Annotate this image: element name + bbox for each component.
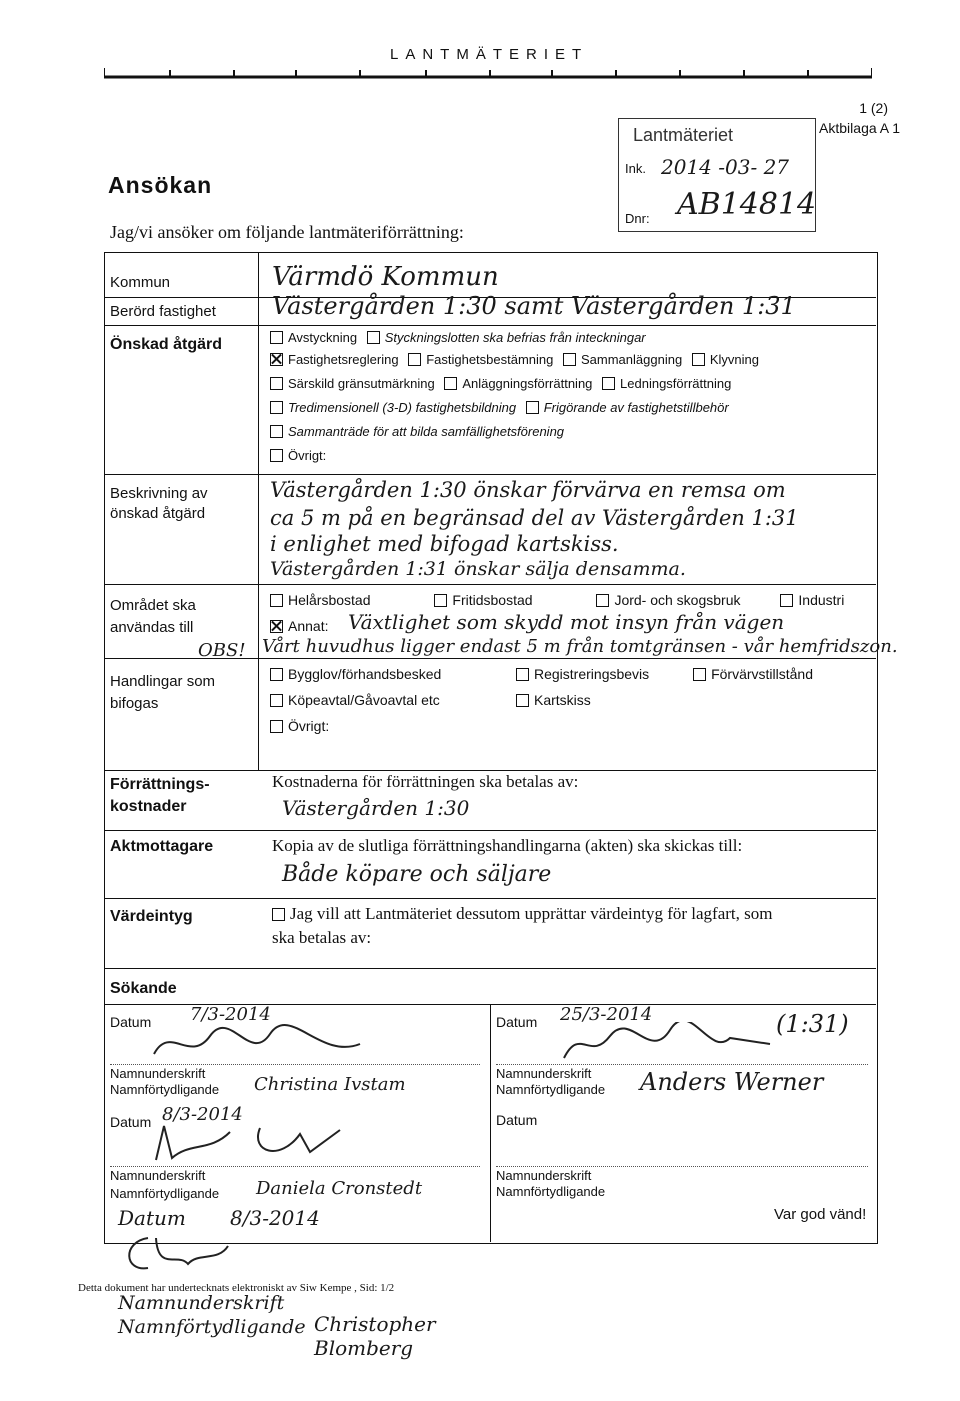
s1-namnfortydligande-label: Namnförtydligande (110, 1082, 220, 1097)
label-fastighet: Berörd fastighet (110, 303, 216, 320)
s2-name[interactable]: Anders Werner (640, 1068, 824, 1096)
s5-namnfortydligande-label: Namnförtydligande (118, 1316, 306, 1338)
label-omrade-2: användas till (110, 619, 194, 636)
label-atgard: Önskad åtgärd (110, 336, 223, 353)
s3-namnunderskrift-label: Namnunderskrift (110, 1168, 206, 1183)
s2-datum-label: Datum (496, 1014, 538, 1030)
s4-datum-label: Datum (496, 1112, 538, 1128)
stamp-ink-label: Ink. (625, 161, 646, 176)
s3-name[interactable]: Daniela Cronstedt (256, 1178, 423, 1199)
page-number: 1 (2) (859, 100, 888, 116)
row-divider (104, 770, 876, 771)
checkbox-vardeintyg[interactable] (272, 908, 285, 921)
checkbox-avstyckning[interactable] (270, 331, 283, 344)
row-divider (104, 898, 876, 899)
handlingar-row-1b: Registreringsbevis Förvärvstillstånd (516, 666, 813, 682)
stamp-dnr-label: Dnr: (625, 211, 650, 226)
checkbox-anlaggningsforrattning[interactable] (444, 377, 457, 390)
checkbox-klyvning[interactable] (692, 353, 705, 366)
checkbox-fastighetsbestamning[interactable] (408, 353, 421, 366)
atgard-row-2: Fastighetsreglering Fastighetsbestämning Sammanläggning Klyvning (270, 352, 759, 367)
label-kommun: Kommun (110, 274, 171, 291)
fastighet-value[interactable]: Västergården 1:30 samt Västergården 1:31 (272, 292, 796, 320)
checkbox-jordbruk[interactable] (596, 594, 609, 607)
checkbox-ledningsforrattning[interactable] (602, 377, 615, 390)
row-divider (104, 325, 876, 326)
column-divider (258, 252, 259, 770)
s2-signature-line (496, 1064, 868, 1065)
s4-namnunderskrift-label: Namnunderskrift (496, 1168, 592, 1183)
kommun-value[interactable]: Värmdö Kommun (272, 262, 499, 292)
s5-datum-label: Datum (118, 1206, 186, 1230)
s2-namnunderskrift-label: Namnunderskrift (496, 1066, 592, 1081)
row-divider (104, 968, 876, 969)
label-handlingar-2: bifogas (110, 695, 159, 712)
checkbox-frigorande[interactable] (526, 401, 539, 414)
label-vardeintyg: Värdeintyg (110, 908, 193, 925)
signature-column-divider (490, 1004, 491, 1242)
s1-namnunderskrift-label: Namnunderskrift (110, 1066, 206, 1081)
checkbox-sammanlaggning[interactable] (563, 353, 576, 366)
s1-signature-line (110, 1064, 480, 1065)
checkbox-styckningslotten[interactable] (367, 331, 380, 344)
stamp-dnr-value: AB14814 (677, 187, 817, 222)
received-stamp (618, 118, 816, 232)
checkbox-helarsbostad[interactable] (270, 594, 283, 607)
obs-prefix: OBS! (198, 640, 246, 661)
beskrivning-line-4[interactable]: Västergården 1:31 önskar sälja densamma. (270, 558, 686, 580)
attachment-label: Aktbilaga A 1 (819, 120, 900, 136)
label-kostnader-1: Förrättnings- (110, 776, 210, 793)
s3-datum-label: Datum (110, 1114, 152, 1130)
s2-date[interactable]: 25/3-2014 (560, 1004, 653, 1025)
vardeintyg-text-2: ska betalas av: (272, 928, 372, 947)
checkbox-ovrigt-handlingar[interactable] (270, 720, 283, 733)
handlingar-row-1: Bygglov/förhandsbesked (270, 666, 441, 682)
checkbox-fritidsbostad[interactable] (434, 594, 447, 607)
label-sokande: Sökande (110, 980, 177, 997)
handlingar-row-2: Köpeavtal/Gåvoavtal etc (270, 692, 440, 708)
s3-signature-line (110, 1166, 480, 1167)
checkbox-bygglov[interactable] (270, 668, 283, 681)
form-title: Ansökan (108, 172, 213, 198)
s4-signature-line (496, 1166, 868, 1167)
omrade-row-1: Helårsbostad Fritidsbostad Jord- och skogsbruk Industri (270, 592, 844, 608)
s3-date[interactable]: 8/3-2014 (162, 1104, 243, 1125)
s3-namnfortydligande-label: Namnförtydligande (110, 1186, 220, 1201)
s2-namnfortydligande-label: Namnförtydligande (496, 1082, 606, 1097)
checkbox-kopeavtal[interactable] (270, 694, 283, 707)
label-aktmottagare: Aktmottagare (110, 838, 214, 855)
form-intro: Jag/vi ansöker om följande lantmäteriförrättning: (110, 222, 464, 242)
kostnader-value[interactable]: Västergården 1:30 (282, 796, 470, 820)
atgard-row-6: Övrigt: (270, 448, 326, 463)
checkbox-fastighetsreglering[interactable] (270, 353, 283, 366)
s5-namnunderskrift-label: Namnunderskrift (118, 1292, 285, 1314)
checkbox-sammantrade[interactable] (270, 425, 283, 438)
aktmottagare-value[interactable]: Både köpare och säljare (282, 862, 552, 887)
kostnader-text: Kostnaderna för förrättningen ska betalas av: (272, 772, 579, 791)
checkbox-forvarvstillstand[interactable] (693, 668, 706, 681)
s5-date[interactable]: 8/3-2014 (230, 1206, 320, 1230)
atgard-row-4: Tredimensionell (3-D) fastighetsbildning Frigörande av fastighetstillbehör (270, 400, 729, 415)
turn-page-text: Var god vänd! (774, 1206, 867, 1223)
row-divider (104, 584, 876, 585)
checkbox-registreringsbevis[interactable] (516, 668, 529, 681)
s5-signature (118, 1232, 238, 1281)
atgard-row-3: Särskild gränsutmärkning Anläggningsförrättning Ledningsförrättning (270, 376, 731, 391)
atgard-row-1: Avstyckning Styckningslotten ska befrias från inteckningar (270, 330, 646, 345)
org-header: LANTMÄTERIET (390, 46, 589, 63)
beskrivning-line-2[interactable]: ca 5 m på en begränsad del av Västergården 1:31 (270, 506, 799, 530)
vardeintyg-text-1: Jag vill att Lantmäteriet dessutom upprättar värdeintyg för lagfart, som (272, 904, 772, 924)
s1-name[interactable]: Christina Ivstam (254, 1074, 406, 1095)
label-beskrivning-2: önskad åtgärd (110, 505, 206, 522)
header-ruler (104, 66, 872, 80)
aktmottagare-text: Kopia av de slutliga förrättningshandlingarna (akten) ska skickas till: (272, 836, 743, 855)
row-divider (104, 830, 876, 831)
checkbox-tredimensionell[interactable] (270, 401, 283, 414)
beskrivning-line-3[interactable]: i enlighet med bifogad kartskiss. (270, 532, 619, 556)
s5-name[interactable]: Christopher Blomberg (314, 1312, 436, 1360)
label-beskrivning-1: Beskrivning av (110, 485, 208, 502)
beskrivning-line-1[interactable]: Västergården 1:30 önskar förvärva en remsa om (270, 478, 786, 502)
s4-namnfortydligande-label: Namnförtydligande (496, 1184, 606, 1199)
handlingar-row-3: Övrigt: (270, 718, 329, 734)
label-handlingar-1: Handlingar som (110, 673, 216, 690)
stamp-date: 2014 -03- 27 (661, 155, 790, 179)
s1-date[interactable]: 7/3-2014 (190, 1004, 271, 1025)
annat-value[interactable]: Växtlighet som skydd mot insyn från vägen (348, 610, 785, 634)
stamp-org: Lantmäteriet (633, 125, 734, 145)
checkbox-kartskiss[interactable] (516, 694, 529, 707)
checkbox-gransutmarkning[interactable] (270, 377, 283, 390)
obs-note[interactable]: Vårt huvudhus ligger endast 5 m från tomtgränsen - vår hemfridszon. (262, 636, 898, 657)
checkbox-ovrigt-atgard[interactable] (270, 449, 283, 462)
checkbox-industri[interactable] (780, 594, 793, 607)
checkbox-annat[interactable] (270, 620, 283, 633)
atgard-row-5: Sammanträde för att bilda samfällighetsförening (270, 424, 564, 439)
s2-property-note: (1:31) (776, 1010, 849, 1038)
label-omrade-1: Området ska (110, 597, 196, 614)
label-kostnader-2: kostnader (110, 798, 187, 815)
s1-datum-label: Datum (110, 1014, 152, 1030)
handlingar-row-2b: Kartskiss (516, 692, 591, 708)
omrade-row-2: Annat: (270, 618, 328, 634)
row-divider (104, 474, 876, 475)
e-signature-footer: Detta dokument har undertecknats elektroniskt av Siw Kempe , Sid: 1/2 (78, 1282, 395, 1294)
s2-signature (560, 1022, 780, 1074)
